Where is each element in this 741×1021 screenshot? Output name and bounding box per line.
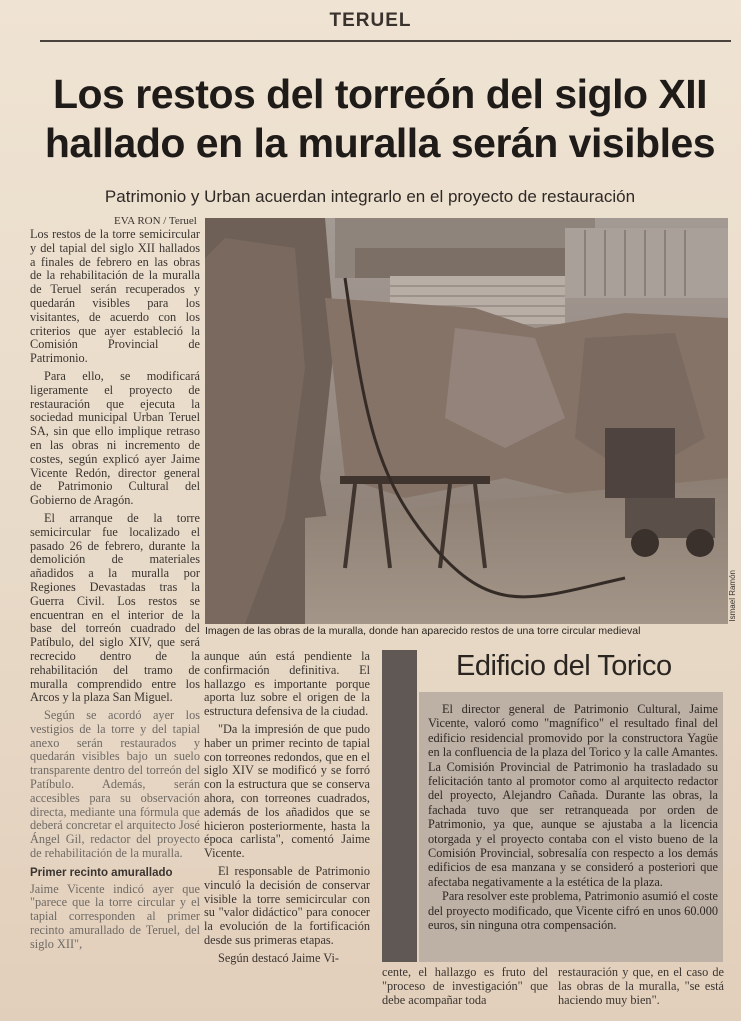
sidebar-text bbox=[428, 702, 718, 933]
paragraph: "Da la impresión de que pudo haber un primer recinto de tapial con torreones redondos, que en el siglo XIV se modificó y se forró con la estructura que se conserva ahora, con torreones cuadrados, además de los añadidos que se hicieron posteriormente, hasta la época carlista", comentó Jaime Vicente. bbox=[204, 721, 370, 861]
paragraph: El responsable de Patrimonio vinculó la decisión de conservar visible la torre semicircular con su "valor didáctico" para conocer la evolución de la fortificación desde sus primeras etapas. bbox=[204, 863, 370, 947]
headline: Los restos del torreón del siglo XII hallado en la muralla serán visibles bbox=[44, 71, 716, 166]
article-column-1 bbox=[30, 228, 200, 956]
paragraph: Para ello, se modificará ligeramente el proyecto de restauración que ejecuta la sociedad municipal Urban Teruel SA, sin que ello implique retraso en las obras ni incremento de costes, según explicó ayer Jaime Vicente Redón, director general de Patrimonio Cultural del Gobierno de Aragón. bbox=[30, 368, 200, 508]
photo-credit: Ismael Ramón bbox=[728, 570, 737, 622]
section-label: TERUEL bbox=[329, 10, 412, 31]
paragraph: Según destacó Jaime Vi- bbox=[218, 950, 339, 965]
paragraph: aunque aún está pendiente la confirmación definitiva. El hallazgo es importante porque aporta luz sobre el origen de la estructura defensiva de la ciudad. bbox=[204, 649, 370, 719]
paragraph: Según se acordó ayer los vestigios de la torre y del tapial anexo serán restaurados y quedarán visibles bajo un suelo transparente dentro del torreón del Patíbulo. Además, serán accesibles para su observación directa, mediante una fórmula que deberá concretar el arquitecto José Ángel Gil, redactor del proyecto de rehabilitación de la muralla. bbox=[30, 708, 201, 861]
photo-caption: Imagen de las obras de la muralla, donde han aparecido restos de una torre circular medieval bbox=[205, 625, 641, 637]
subheadline: Patrimonio y Urban acuerdan integrarlo en el proyecto de restauración bbox=[104, 187, 636, 206]
paragraph: restauración y que, en el caso de las obras de la muralla, "se está haciendo muy bien". bbox=[558, 965, 724, 1007]
article-column-3 bbox=[382, 966, 548, 1011]
subtitle: Primer recinto amurallado bbox=[30, 866, 173, 879]
sidebar-paragraph: Para resolver este problema, Patrimonio asumió el coste del proyecto modificado, que Vicente cifró en unos 60.000 euros, sin ninguna otra compensación. bbox=[428, 889, 718, 933]
sidebar-title: Edificio del Torico bbox=[456, 650, 672, 682]
article-photo bbox=[205, 218, 728, 624]
paragraph: Jaime Vicente indicó ayer que "parece que la torre circular y el tapial corresponden al primer recinto amurallado de Teruel, del siglo XII", bbox=[30, 881, 200, 951]
sidebar-accent-bar bbox=[382, 650, 417, 962]
byline: EVA RON / Teruel bbox=[114, 215, 197, 227]
paragraph: Los restos de la torre semicircular y del tapial del siglo XII hallados a finales de febrero en las obras de la rehabilitación de la muralla de Teruel serán recuperados y quedarán visibles para los visitantes, de acuerdo con los criterios que ayer estableció la Comisión Provincial de Patrimonio. bbox=[30, 227, 200, 366]
paragraph: El arranque de la torre semicircular fue localizado el pasado 26 de febrero, durante la demolición de materiales añadidos a la muralla por Regiones Devastadas tras la Guerra Civil. Los restos se encuentran en el interior de la base del torreón cuadrado del Patíbulo, del siglo XIV, que será recrecido dentro de la rehabilitación del tramo de muralla comprendido entre los Arcos y la plaza San Miguel. bbox=[30, 510, 200, 705]
article-column-4 bbox=[558, 966, 724, 1011]
section-rule bbox=[40, 40, 731, 42]
article-column-2 bbox=[204, 650, 370, 970]
excavation-photo-illustration bbox=[205, 218, 728, 624]
paragraph: cente, el hallazgo es fruto del "proceso de investigación" que debe acompañar toda bbox=[382, 965, 548, 1007]
sidebar-paragraph: El director general de Patrimonio Cultural, Jaime Vicente, valoró como "magnífico" el resultado final del edificio residencial promovido por la constructora Yagüe en la confluencia de la plaza del Torico y la calle Amantes. La Comisión Provincial de Patrimonio ha trasladado su felicitación tanto al promotor como al arquitecto redactor del proyecto, Alejandro Cañada. Durante las obras, la fachada tuvo que ser retranqueada por orden de Patrimonio, ya que, aunque se ajustaba a la licencia otorgada y el proyecto contaba con el visto bueno de la Comisión Provincial, sobresalía con respecto a los demás edificios de esa manzana y se consideró a posteriori que afectaba negativamente a la estética de la plaza. bbox=[428, 702, 718, 889]
